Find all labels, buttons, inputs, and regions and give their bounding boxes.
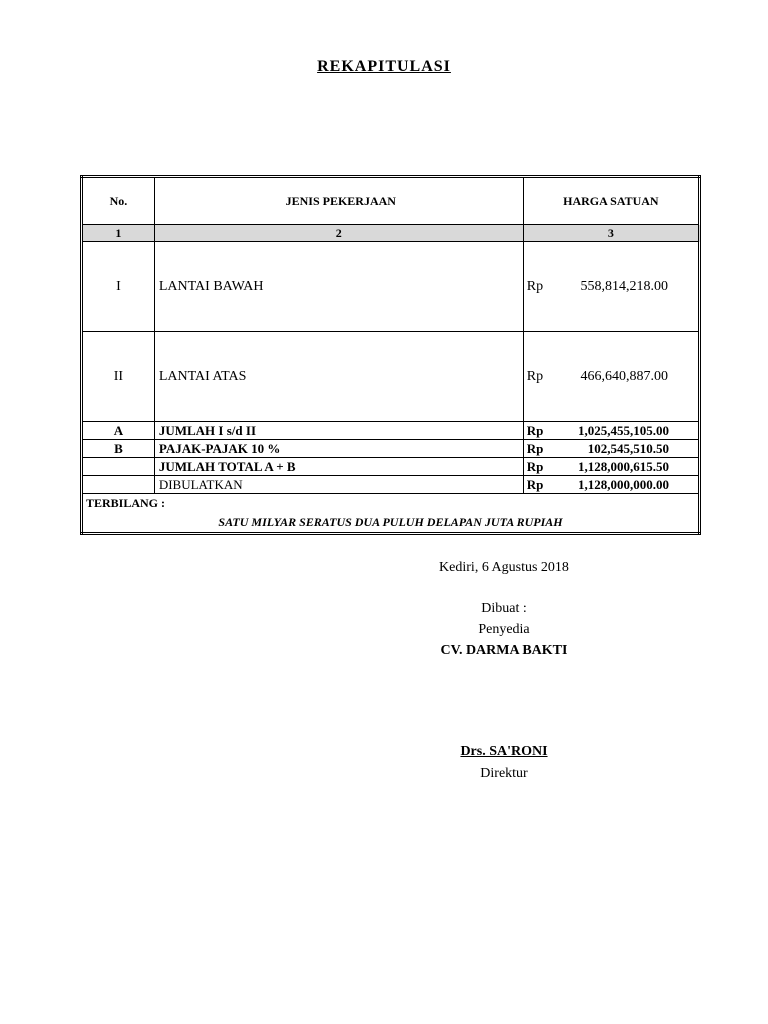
row-price [523, 242, 699, 332]
summary-row [82, 458, 700, 476]
summary-label: JUMLAH I s/d II [154, 422, 523, 440]
summary-letter [82, 476, 155, 494]
amount-value: 1,128,000,000.00 [578, 476, 669, 492]
summary-row [82, 422, 700, 440]
amount-value: 1,025,455,105.00 [578, 422, 669, 438]
currency-label: Rp [526, 278, 544, 294]
terbilang-cell [82, 494, 700, 534]
recap-table [80, 175, 701, 535]
index-harga: 3 [523, 225, 699, 242]
currency-label: Rp [526, 458, 544, 474]
terbilang-label: TERBILANG : [86, 496, 166, 510]
signer-name: Drs. SA'RONI [460, 744, 548, 759]
row-price [523, 332, 699, 422]
made-by-label: Dibuat : [481, 601, 527, 616]
table-header-row [82, 177, 700, 225]
summary-letter: A [82, 422, 155, 440]
summary-letter [82, 458, 155, 476]
terbilang-row [82, 494, 700, 534]
summary-row [82, 440, 700, 458]
terbilang-text: SATU MILYAR SERATUS DUA PULUH DELAPAN JUTA RUPIAH [218, 515, 563, 529]
place-date: Kediri, 6 Agustus 2018 [439, 560, 569, 575]
company-name: CV. DARMA BAKTI [440, 643, 568, 658]
signer-position: Direktur [480, 766, 528, 781]
summary-label: DIBULATKAN [154, 476, 523, 494]
table-index-row [82, 225, 700, 242]
currency-label: Rp [526, 422, 544, 438]
amount-value: 466,640,887.00 [580, 368, 668, 384]
table-row [82, 332, 700, 422]
currency-label: Rp [526, 476, 544, 492]
summary-row [82, 476, 700, 494]
summary-price [523, 476, 699, 494]
currency-label: Rp [526, 440, 544, 456]
row-work-type: LANTAI ATAS [154, 332, 523, 422]
index-jenis: 2 [154, 225, 523, 242]
table-row [82, 242, 700, 332]
summary-label: PAJAK-PAJAK 10 % [154, 440, 523, 458]
summary-price [523, 458, 699, 476]
header-jenis: JENIS PEKERJAAN [154, 177, 523, 225]
summary-letter: B [82, 440, 155, 458]
row-number: I [82, 242, 155, 332]
amount-value: 102,545,510.50 [587, 440, 669, 456]
header-no: No. [82, 177, 155, 225]
amount-value: 558,814,218.00 [580, 278, 668, 294]
amount-value: 1,128,000,615.50 [578, 458, 669, 474]
row-number: II [82, 332, 155, 422]
header-harga: HARGA SATUAN [523, 177, 699, 225]
currency-label: Rp [526, 368, 544, 384]
summary-label: JUMLAH TOTAL A + B [154, 458, 523, 476]
summary-price [523, 440, 699, 458]
index-no: 1 [82, 225, 155, 242]
document-title: REKAPITULASI [317, 58, 451, 75]
summary-price [523, 422, 699, 440]
signer-role: Penyedia [478, 622, 530, 637]
row-work-type: LANTAI BAWAH [154, 242, 523, 332]
